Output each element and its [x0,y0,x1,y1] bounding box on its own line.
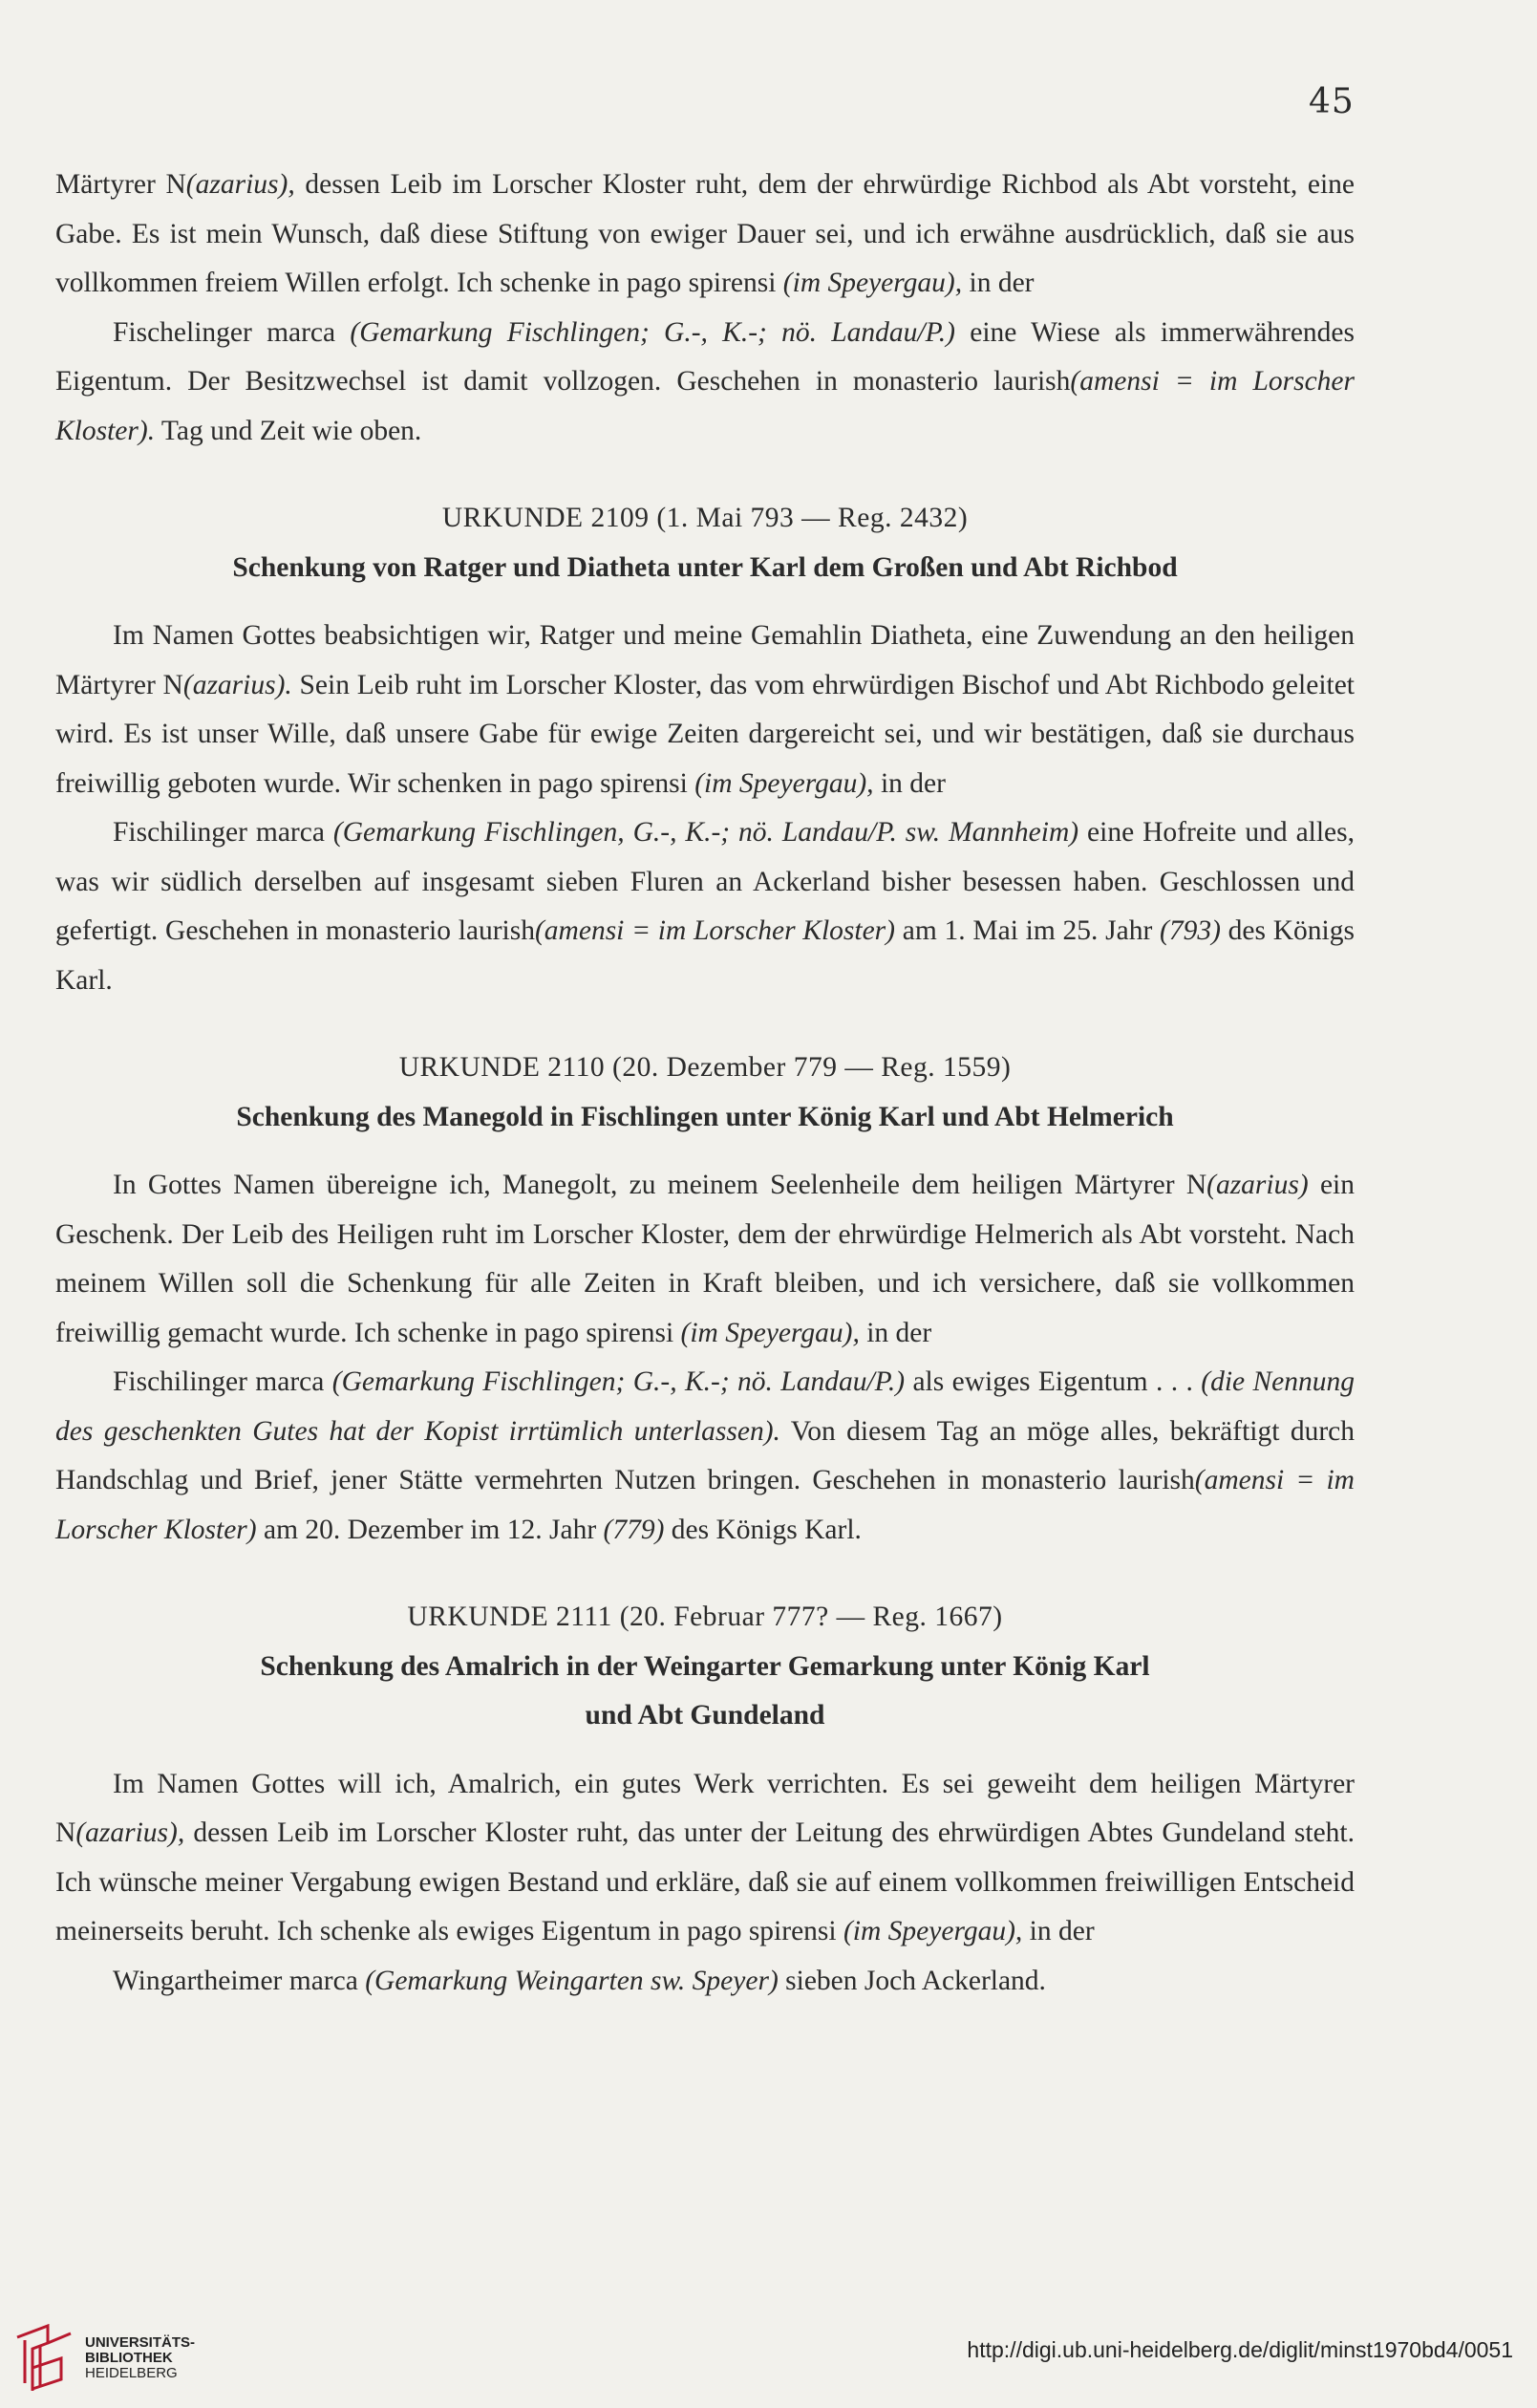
italic-annotation: (Gemarkung Fischlingen; G.-, K.-; nö. Landau/P.) [331,1366,906,1397]
section-title: Schenkung des Manegold in Fischlingen unter König Karl und Abt Helmerich [236,1101,1174,1132]
section-paragraph: Wingartheimer marca (Gemarkung Weingarten sw. Speyer) sieben Joch Ackerland. [113,1965,1046,1996]
italic-annotation: (die Nennung des geschenkten Gutes hat der Kopist irrtümlich unterlassen). [55,1366,1356,1447]
section-paragraph: In Gottes Namen übereigne ich, Manegolt, zu meinem Seelenheile dem heiligen Märtyrer N(azarius) ein Geschenk. Der Leib des Heiligen ruht im Lorscher Kloster, dem der ehrwürdige Helmerich als Abt vorsteht. Nach meinem Willen soll die Schenkung für alle Zeiten in Kraft bleiben, und ich versichere, daß sie vollkommen freiwillig gemacht wurde. Ich schenke in pago spirensi (im Speyergau), in der [55,1170,1355,1348]
logo-line: UNIVERSITÄTS- [85,2334,196,2351]
italic-annotation: (amensi = im Lorscher Kloster) [55,1465,1355,1545]
italic-annotation: (azarius) [1206,1170,1309,1200]
page-number: 45 [1309,82,1355,121]
section-paragraph: Fischilinger marca (Gemarkung Fischlingen; G.-, K.-; nö. Landau/P.) als ewiges Eigentum . . . (die Nennung des geschenkten Gutes hat der Kopist irrtümlich unterlassen). Von diesem Tag an möge alles, bekräftigt durch Handschlag und Brief, jener Stätte vermehrten Nutzen bringen. Geschehen in monasterio laurish(amensi = im Lorscher Kloster) am 20. Dezember im 12. Jahr (779) des Königs Karl. [55,1366,1356,1545]
italic-annotation: (793) [1160,915,1221,946]
italic-annotation: (im Speyergau), [680,1317,860,1348]
italic-annotation: (azarius), [75,1817,185,1848]
library-logo-icon [11,2324,76,2393]
section-title-line-2: und Abt Gundeland [585,1700,825,1731]
section-title: Schenkung von Ratger und Diatheta unter Karl dem Großen und Abt Richbod [232,551,1178,583]
section-paragraph: Im Namen Gottes beabsichtigen wir, Ratger und meine Gemahlin Diatheta, eine Zuwendung an den heiligen Märtyrer N(azarius). Sein Leib ruht im Lorscher Kloster, das vom ehrwürdigen Bischof und Abt Richbodo geleitet wird. Es ist unser Wille, daß unsere Gabe für ewige Zeiten dargereicht sei, und wir bestätigen, daß sie durchaus freiwillig geboten wurde. Wir schenken in pago spirensi (im Speyergau), in der [55,620,1355,799]
italic-annotation: (im Speyergau), [843,1916,1023,1946]
section-paragraph: Fischilinger marca (Gemarkung Fischlingen, G.-, K.-; nö. Landau/P. sw. Mannheim) eine Hofreite und alles, was wir südlich derselben auf insgesamt sieben Fluren an Ackerland bisher besessen haben. Geschlossen und gefertigt. Geschehen in monasterio laurish(amensi = im Lorscher Kloster) am 1. Mai im 25. Jahr (793) des Königs Karl. [55,817,1355,996]
section-paragraph: Im Namen Gottes will ich, Amalrich, ein gutes Werk verrichten. Es sei geweiht dem heiligen Märtyrer N(azarius), dessen Leib im Lorscher Kloster ruht, das unter der Leitung des ehrwürdigen Abtes Gundeland steht. Ich wünsche meiner Vergabung ewigen Bestand und erkläre, daß sie auf einem vollkommen freiwilligen Entscheid meinerseits beruht. Ich schenke als ewiges Eigentum in pago spirensi (im Speyergau), in der [55,1768,1355,1946]
source-url-link[interactable]: http://digi.ub.uni-heidelberg.de/diglit/minst1970bd4/0051 [967,2337,1513,2362]
section-title: Schenkung des Amalrich in der Weingarter Gemarkung unter König Karl [260,1650,1150,1682]
italic-annotation: (Gemarkung Fischlingen, G.-, K.-; nö. Landau/P. sw. Mannheim) [332,817,1079,848]
italic-annotation: (azarius). [182,669,292,700]
italic-annotation: (amensi = im Lorscher Kloster) [534,915,895,946]
intro-paragraph-2: Fischelinger marca (Gemarkung Fischlingen; G.-, K.-; nö. Landau/P.) eine Wiese als immerwährendes Eigentum. Der Besitzwechsel ist damit vollzogen. Geschehen in monasterio laurish(amensi = im Lorscher Kloster). Tag und Zeit wie oben. [55,316,1355,446]
logo-line: HEIDELBERG [85,2365,178,2381]
page-body [55,161,1355,2006]
urkunde-heading: URKUNDE 2109 (1. Mai 793 — Reg. 2432) [441,503,969,533]
italic-annotation: (779) [603,1514,665,1545]
italic-annotation: (im Speyergau), [694,767,874,799]
library-logo[interactable] [11,2324,241,2396]
italic-annotation: (Gemarkung Weingarten sw. Speyer) [365,1965,779,1996]
urkunde-heading: URKUNDE 2111 (20. Februar 777? — Reg. 1667) [407,1602,1003,1632]
library-logo-text [85,2335,195,2381]
italic-annotation: (amensi = im Lorscher Kloster). [55,366,1355,446]
italic-annotation: (im Speyergau), [782,268,963,298]
urkunde-heading: URKUNDE 2110 (20. Dezember 779 — Reg. 1559) [398,1052,1012,1083]
italic-annotation: (Gemarkung Fischlingen; G.-, K.-; nö. Landau/P.) [350,316,955,348]
intro-paragraph-1: Märtyrer N(azarius), dessen Leib im Lorscher Kloster ruht, dem der ehrwürdige Richbod als Abt vorsteht, eine Gabe. Es ist mein Wunsch, daß diese Stiftung von ewiger Dauer sei, und ich erwähne ausdrücklich, daß sie aus vollkommen freiem Willen erfolgt. Ich schenke in pago spirensi (im Speyergau), in der [55,169,1355,298]
section-2111 [55,1593,1355,2006]
logo-line: BIBLIOTHEK [85,2350,173,2366]
section-2110 [55,1043,1355,1555]
italic-annotation: (azarius), [185,169,295,200]
section-2109 [55,494,1355,1005]
